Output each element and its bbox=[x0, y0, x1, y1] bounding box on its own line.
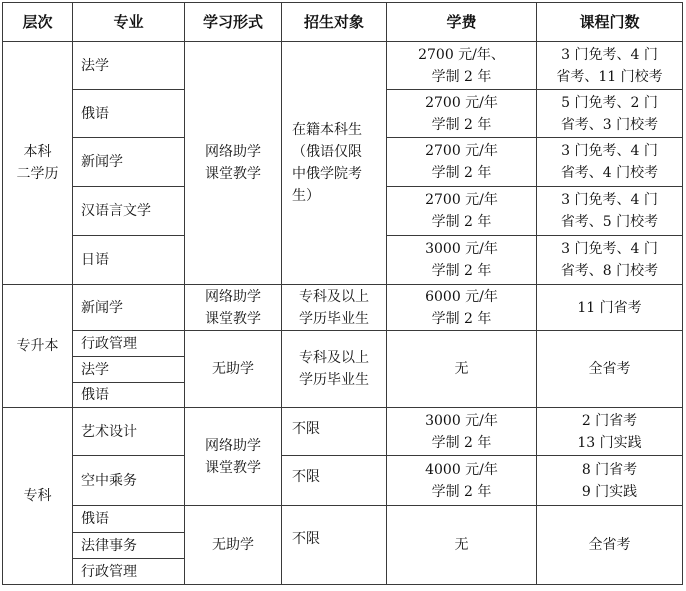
study-form-cell: 无助学 bbox=[185, 506, 282, 585]
major-cell: 行政管理 bbox=[73, 559, 185, 585]
major-cell: 日语 bbox=[73, 236, 185, 285]
study-form-cell: 网络助学 课堂教学 bbox=[185, 408, 282, 506]
target-cell: 在籍本科生 （俄语仅限 中俄学院考 生） bbox=[282, 42, 387, 285]
tuition-cell: 3000 元/年 学制 2 年 bbox=[387, 408, 537, 456]
courses-cell: 8 门省考 9 门实践 bbox=[537, 456, 683, 506]
header-tuition: 学费 bbox=[387, 3, 537, 42]
target-cell: 专科及以上 学历毕业生 bbox=[282, 285, 387, 331]
program-table bbox=[2, 2, 683, 585]
study-form-cell: 无助学 bbox=[185, 331, 282, 408]
major-cell: 行政管理 bbox=[73, 331, 185, 357]
table-row bbox=[3, 456, 683, 506]
tuition-cell: 2700 元/年 学制 2 年 bbox=[387, 187, 537, 236]
tuition-cell: 2700 元/年 学制 2 年 bbox=[387, 90, 537, 138]
major-cell: 新闻学 bbox=[73, 285, 185, 331]
tuition-cell: 2700 元/年 学制 2 年 bbox=[387, 138, 537, 187]
table-row bbox=[3, 285, 683, 331]
courses-cell: 全省考 bbox=[537, 506, 683, 585]
target-cell: 不限 bbox=[282, 408, 387, 456]
courses-cell: 全省考 bbox=[537, 331, 683, 408]
level-cell: 专科 bbox=[3, 408, 73, 585]
level-cell: 专升本 bbox=[3, 285, 73, 408]
header-major: 专业 bbox=[73, 3, 185, 42]
tuition-cell: 4000 元/年 学制 2 年 bbox=[387, 456, 537, 506]
major-cell: 艺术设计 bbox=[73, 408, 185, 456]
major-cell: 空中乘务 bbox=[73, 456, 185, 506]
major-cell: 汉语言文学 bbox=[73, 187, 185, 236]
header-courses: 课程门数 bbox=[537, 3, 683, 42]
target-cell: 不限 bbox=[282, 456, 387, 506]
header-target: 招生对象 bbox=[282, 3, 387, 42]
tuition-cell: 无 bbox=[387, 506, 537, 585]
level-cell: 本科 二学历 bbox=[3, 42, 73, 285]
study-form-cell: 网络助学 课堂教学 bbox=[185, 285, 282, 331]
courses-cell: 3 门免考、4 门 省考、5 门校考 bbox=[537, 187, 683, 236]
courses-cell: 3 门免考、4 门 省考、4 门校考 bbox=[537, 138, 683, 187]
courses-cell: 3 门免考、4 门 省考、8 门校考 bbox=[537, 236, 683, 285]
tuition-cell: 6000 元/年 学制 2 年 bbox=[387, 285, 537, 331]
header-row bbox=[3, 3, 683, 42]
courses-cell: 3 门免考、4 门 省考、11 门校考 bbox=[537, 42, 683, 90]
major-cell: 法学 bbox=[73, 357, 185, 383]
tuition-cell: 2700 元/年、 学制 2 年 bbox=[387, 42, 537, 90]
courses-cell: 11 门省考 bbox=[537, 285, 683, 331]
study-form-cell: 网络助学 课堂教学 bbox=[185, 42, 282, 285]
table-row bbox=[3, 42, 683, 90]
table-row bbox=[3, 408, 683, 456]
major-cell: 俄语 bbox=[73, 383, 185, 408]
courses-cell: 2 门省考 13 门实践 bbox=[537, 408, 683, 456]
major-cell: 新闻学 bbox=[73, 138, 185, 187]
header-study-form: 学习形式 bbox=[185, 3, 282, 42]
major-cell: 俄语 bbox=[73, 90, 185, 138]
table-row bbox=[3, 331, 683, 357]
courses-cell: 5 门免考、2 门 省考、3 门校考 bbox=[537, 90, 683, 138]
major-cell: 法律事务 bbox=[73, 533, 185, 559]
table-row bbox=[3, 506, 683, 533]
major-cell: 法学 bbox=[73, 42, 185, 90]
header-level: 层次 bbox=[3, 3, 73, 42]
target-cell: 专科及以上 学历毕业生 bbox=[282, 331, 387, 408]
tuition-cell: 无 bbox=[387, 331, 537, 408]
tuition-cell: 3000 元/年 学制 2 年 bbox=[387, 236, 537, 285]
major-cell: 俄语 bbox=[73, 506, 185, 533]
target-cell: 不限 bbox=[282, 506, 387, 585]
